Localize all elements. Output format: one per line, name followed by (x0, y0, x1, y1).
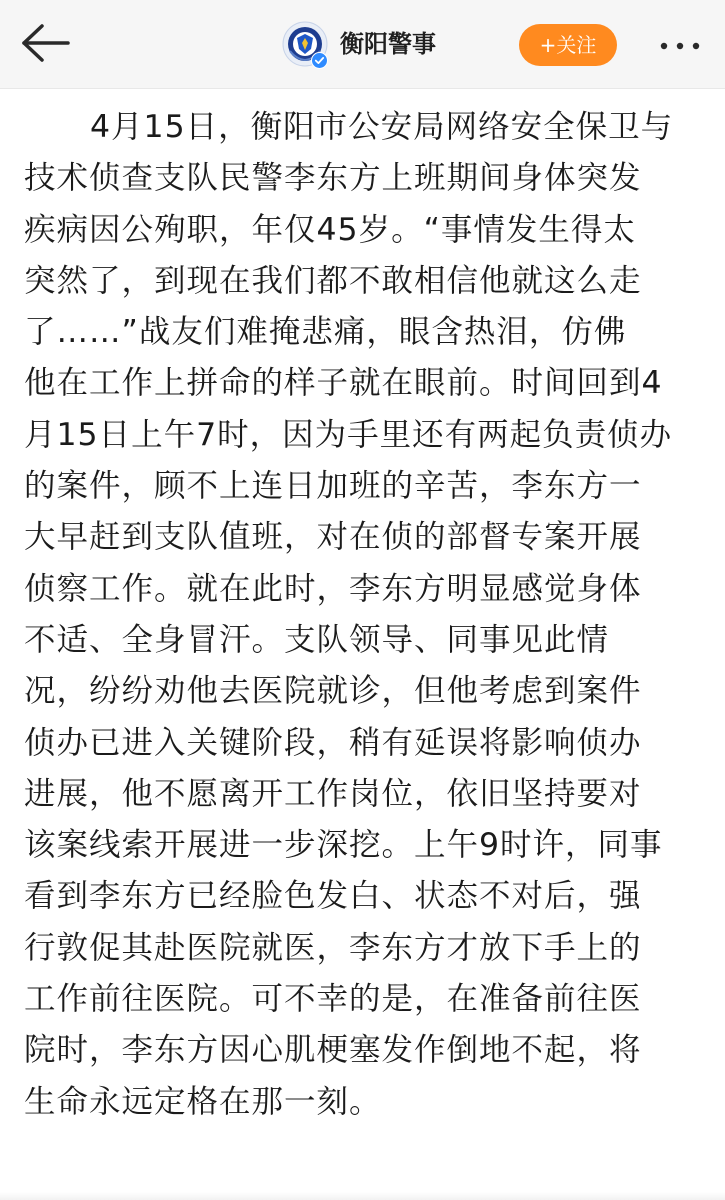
article-line: 他在工作上拼命的样子就在眼前。时间回到4 (24, 365, 663, 402)
follow-button[interactable]: +关注 (519, 24, 617, 66)
article-line: 技术侦查支队民警李东方上班期间身体突发 (24, 160, 642, 197)
article-line: 不适、全身冒汗。支队领导、同事见此情 (24, 621, 610, 658)
article-line: 该案线索开展进一步深挖。上午9时许，同事 (24, 827, 663, 864)
article-line: 突然了，到现在我们都不敢相信他就这么走 (24, 262, 642, 299)
article-line: 侦察工作。就在此时，李东方明显感觉身体 (24, 570, 642, 607)
article-line: 的案件，顾不上连日加班的辛苦，李东方一 (24, 468, 642, 505)
verified-badge-icon (311, 52, 328, 69)
account-name[interactable]: 衡阳警事 (340, 30, 436, 58)
article-line: 大早赶到支队值班，对在侦的部督专案开展 (24, 519, 642, 556)
article-line: 月15日上午7时，因为手里还有两起负责侦办 (24, 416, 673, 453)
article-line: 生命永远定格在那一刻。 (24, 1083, 382, 1120)
back-arrow-icon[interactable] (14, 18, 74, 68)
article-line: 疾病因公殉职，年仅45岁。“事情发生得太 (24, 211, 636, 248)
article-line: 侦办已进入关键阶段，稍有延误将影响侦办 (24, 724, 642, 761)
article-line: 进展，他不愿离开工作岗位，依旧坚持要对 (24, 775, 642, 812)
article-body (24, 102, 706, 1128)
article-line: 行敦促其赴医院就医，李东方才放下手上的 (24, 929, 642, 966)
article-line: 看到李东方已经脸色发白、状态不对后，强 (24, 878, 642, 915)
top-navigation-bar (0, 0, 725, 89)
article-line: 院时，李东方因心肌梗塞发作倒地不起，将 (24, 1032, 642, 1069)
more-options-icon[interactable] (650, 26, 710, 66)
bottom-edge (0, 1192, 725, 1200)
article-line: 了……”战友们难掩悲痛，眼含热泪，仿佛 (24, 314, 627, 351)
article-line: 况，纷纷劝他去医院就诊，但他考虑到案件 (24, 673, 642, 710)
article-line: 4月15日，衡阳市公安局网络安全保卫与 (90, 109, 674, 145)
article-line: 工作前往医院。可不幸的是，在准备前往医 (24, 981, 642, 1018)
